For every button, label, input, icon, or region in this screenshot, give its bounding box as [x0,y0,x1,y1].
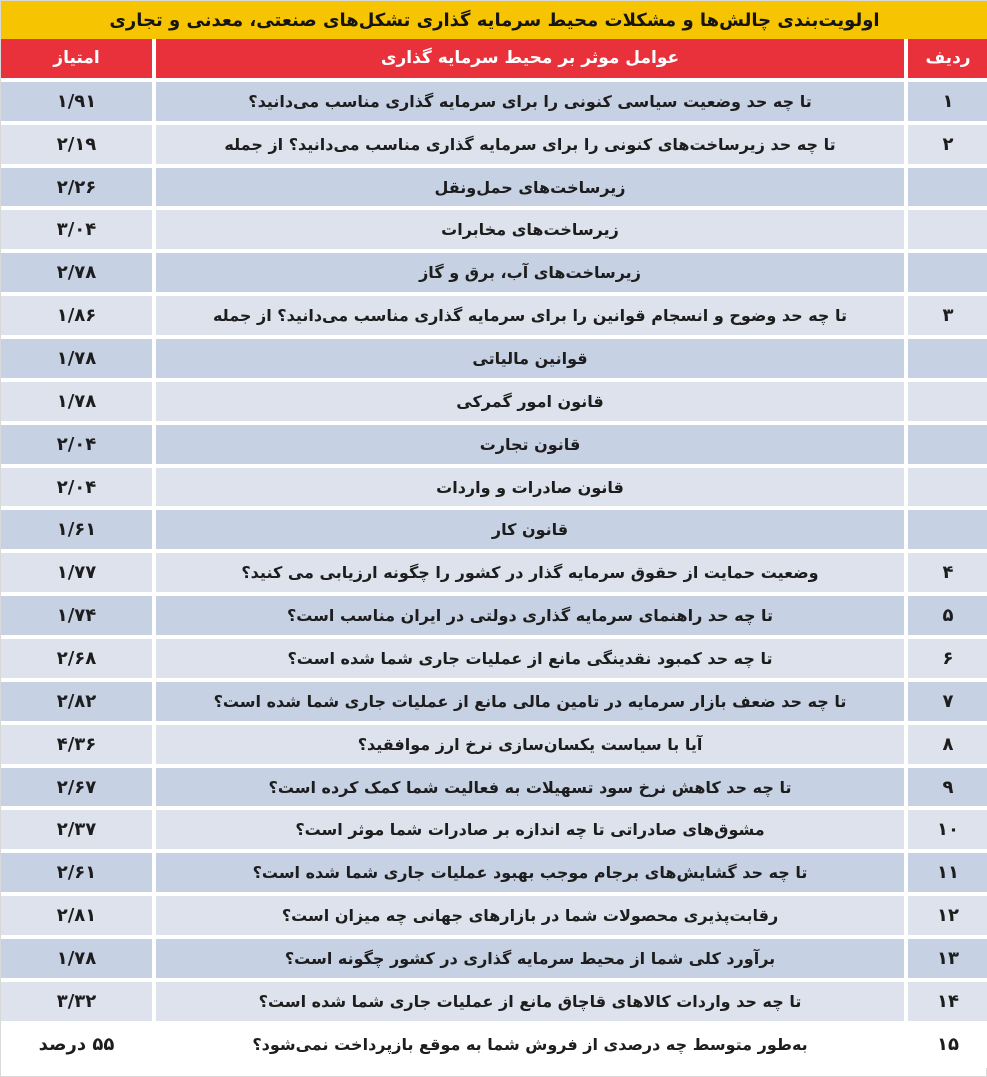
row-number: ۱ [908,82,987,121]
factor-text: قوانین مالیاتی [156,339,908,378]
table-row [1,468,987,511]
table-row [1,725,987,768]
row-number: ۷ [908,682,987,721]
table-row [1,168,987,211]
factor-text: تا چه حد کاهش نرخ سود تسهیلات به فعالیت شما کمک کرده است؟ [156,768,908,807]
table-row [1,382,987,425]
score-value: ۲/۶۱ [1,853,156,892]
score-value: ۲/۰۴ [1,425,156,464]
table-row [1,768,987,811]
factor-text: تا چه حد گشایش‌های برجام موجب بهبود عملیات جاری شما شده است؟ [156,853,908,892]
table-row [1,339,987,382]
row-number: ۸ [908,725,987,764]
score-value: ۱/۷۸ [1,939,156,978]
score-value: ۱/۷۴ [1,596,156,635]
table-row [1,810,987,853]
score-value: ۲/۶۷ [1,768,156,807]
table-row [1,682,987,725]
row-number: ۳ [908,296,987,335]
factor-text: قانون تجارت [156,425,908,464]
header-row-number: ردیف [908,39,987,78]
score-value: ۲/۸۱ [1,896,156,935]
table-row [1,510,987,553]
factor-text: زیرساخت‌های حمل‌ونقل [156,168,908,207]
score-value: ۳/۰۴ [1,210,156,249]
table-row [1,896,987,939]
row-number: ۱۵ [908,1025,987,1064]
table-header-row [1,39,987,82]
factor-text: تا چه حد کمبود نقدینگی مانع از عملیات جاری شما شده است؟ [156,639,908,678]
factor-text: تا چه حد وضعیت سیاسی کنونی را برای سرمایه گذاری مناسب می‌دانید؟ [156,82,908,121]
score-value: ۲/۲۶ [1,168,156,207]
score-value: ۵۵ درصد [1,1025,156,1064]
row-number [908,168,987,207]
table-row [1,82,987,125]
score-value: ۲/۷۸ [1,253,156,292]
factor-text: قانون امور گمرکی [156,382,908,421]
score-value: ۴/۳۶ [1,725,156,764]
header-factors: عوامل موثر بر محیط سرمایه گذاری [156,39,908,78]
row-number [908,382,987,421]
factor-text: زیرساخت‌های مخابرات [156,210,908,249]
table-row [1,853,987,896]
row-number [908,468,987,507]
table-row [1,939,987,982]
factor-text: قانون صادرات و واردات [156,468,908,507]
table-row [1,210,987,253]
factor-text: تا چه حد واردات کالاهای قاچاق مانع از عملیات جاری شما شده است؟ [156,982,908,1021]
factor-text: برآورد کلی شما از محیط سرمایه گذاری در کشور چگونه است؟ [156,939,908,978]
row-number: ۵ [908,596,987,635]
row-number: ۱۰ [908,810,987,849]
row-number [908,510,987,549]
table-row [1,639,987,682]
row-number: ۱۳ [908,939,987,978]
row-number: ۹ [908,768,987,807]
factor-text: تا چه حد زیرساخت‌های کنونی را برای سرمایه گذاری مناسب می‌دانید؟ از جمله [156,125,908,164]
table-row [1,982,987,1025]
score-value: ۱/۹۱ [1,82,156,121]
table-row [1,596,987,639]
row-number: ۱۴ [908,982,987,1021]
score-value: ۲/۰۴ [1,468,156,507]
score-value: ۱/۸۶ [1,296,156,335]
score-value: ۲/۳۷ [1,810,156,849]
table-row [1,553,987,596]
factor-text: مشوق‌های صادراتی تا چه اندازه بر صادرات شما موثر است؟ [156,810,908,849]
table-row [1,125,987,168]
score-value: ۱/۷۷ [1,553,156,592]
score-value: ۱/۷۸ [1,382,156,421]
factor-text: زیرساخت‌های آب، برق و گاز [156,253,908,292]
table-row [1,1025,987,1068]
row-number [908,425,987,464]
factor-text: تا چه حد وضوح و انسجام قوانین را برای سرمایه گذاری مناسب می‌دانید؟ از جمله [156,296,908,335]
factor-text: قانون کار [156,510,908,549]
score-value: ۳/۳۲ [1,982,156,1021]
row-number [908,339,987,378]
table-row [1,425,987,468]
header-score: امتیاز [1,39,156,78]
score-value: ۲/۱۹ [1,125,156,164]
factor-text: تا چه حد ضعف بازار سرمایه در تامین مالی مانع از عملیات جاری شما شده است؟ [156,682,908,721]
table-row [1,253,987,296]
score-value: ۲/۸۲ [1,682,156,721]
row-number [908,210,987,249]
row-number: ۱۲ [908,896,987,935]
score-value: ۱/۷۸ [1,339,156,378]
table-row [1,296,987,339]
row-number: ۴ [908,553,987,592]
factor-text: رقابت‌پذیری محصولات شما در بازارهای جهانی چه میزان است؟ [156,896,908,935]
row-number: ۲ [908,125,987,164]
factor-text: وضعیت حمایت از حقوق سرمایه گذار در کشور را چگونه ارزیابی می کنید؟ [156,553,908,592]
score-value: ۲/۶۸ [1,639,156,678]
row-number [908,253,987,292]
factor-text: آیا با سیاست یکسان‌سازی نرخ ارز موافقید؟ [156,725,908,764]
row-number: ۶ [908,639,987,678]
survey-table [1,39,987,1068]
factor-text: به‌طور متوسط چه درصدی از فروش شما به موقع بازپرداخت نمی‌شود؟ [156,1025,908,1064]
table-title: اولویت‌بندی چالش‌ها و مشکلات محیط سرمایه گذاری تشکل‌های صنعتی، معدنی و تجاری [1,1,987,39]
row-number: ۱۱ [908,853,987,892]
score-value: ۱/۶۱ [1,510,156,549]
factor-text: تا چه حد راهنمای سرمایه گذاری دولتی در ایران مناسب است؟ [156,596,908,635]
